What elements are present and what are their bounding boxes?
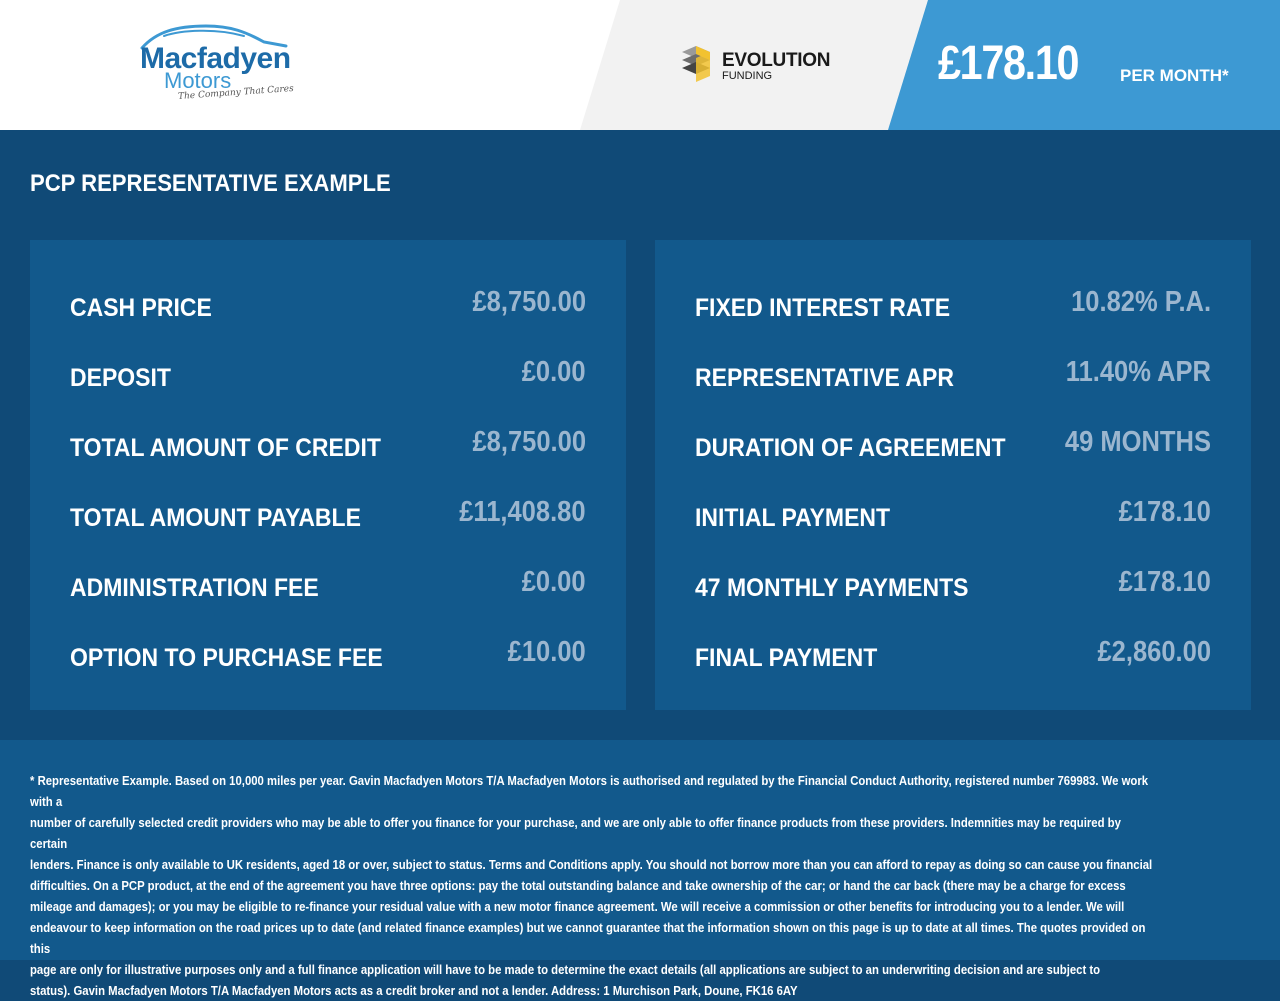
dealer-name: Macfadyen (140, 42, 291, 75)
row-label: TOTAL AMOUNT PAYABLE (70, 504, 361, 532)
finance-row-duration (695, 424, 1211, 464)
disclaimer-line: difficulties. On a PCP product, at the end of the agreement you have three options: pay the total outstanding balance and take ownership of the car; or hand the car back (there may be a charge for excess (30, 878, 1126, 893)
disclaimer-line: endeavour to keep information on the road prices up to date (and related finance examples) but we cannot guarantee that the information shown on this page is up to date at all times. The quotes provided on this (30, 920, 1146, 956)
dealer-sub: Motors (164, 68, 232, 93)
row-label: OPTION TO PURCHASE FEE (70, 644, 383, 672)
row-label: TOTAL AMOUNT OF CREDIT (70, 434, 381, 462)
finance-row-total-credit (70, 424, 586, 464)
disclaimer-line: lenders. Finance is only available to UK residents, aged 18 or over, subject to status. Terms and Conditions apply. You should not borrow more than you can afford to repay as doing so can cause you financial (30, 857, 1153, 872)
finance-row-admin-fee (70, 564, 586, 604)
section-title: PCP REPRESENTATIVE EXAMPLE (30, 170, 391, 197)
row-label: DURATION OF AGREEMENT (695, 434, 1006, 462)
finance-panel-left (30, 240, 626, 710)
finance-row-total-payable (70, 494, 586, 534)
row-value: £8,750.00 (472, 286, 586, 318)
monthly-price: £178.10 (938, 37, 1079, 90)
funder-logo[interactable] (680, 46, 850, 86)
disclaimer-line: page are only for illustrative purposes only and a full finance application will have to be made to determine the exact details (all applications are subject to an underwriting decision and are subject to (30, 962, 1101, 977)
dealer-tagline: The Company That Cares (177, 83, 295, 103)
finance-row-final-payment (695, 634, 1211, 674)
disclaimer-text (30, 770, 1157, 1001)
row-value: £0.00 (522, 356, 586, 388)
finance-row-initial-payment (695, 494, 1211, 534)
finance-row-purchase-fee (70, 634, 586, 674)
disclaimer-footer (0, 740, 1280, 998)
disclaimer-line: status). Gavin Macfadyen Motors T/A Macfadyen Motors acts as a credit broker and not a lender. Address: 1 Murchison Park, Doune, FK16 6AY (30, 983, 798, 998)
finance-panel-right (655, 240, 1251, 710)
row-label: 47 MONTHLY PAYMENTS (695, 574, 969, 602)
row-value: £178.10 (1118, 496, 1211, 528)
row-value: £8,750.00 (472, 426, 586, 458)
disclaimer-line: * Representative Example. Based on 10,000 miles per year. Gavin Macfadyen Motors T/A Macfadyen Motors is authorised and regulated by the Financial Conduct Authority, registered number 769983. We work with a (30, 773, 1149, 809)
row-label: FINAL PAYMENT (695, 644, 878, 672)
row-label: CASH PRICE (70, 294, 212, 322)
dealer-logo[interactable] (136, 22, 296, 110)
per-month-label: PER MONTH* (1120, 66, 1229, 85)
disclaimer-line: number of carefully selected credit providers who may be able to offer you finance for your purchase, and we are only able to offer finance products from these providers. Indemnities may be required by certain (30, 815, 1121, 851)
row-label: INITIAL PAYMENT (695, 504, 891, 532)
row-value: 11.40% APR (1065, 356, 1211, 388)
row-value: £178.10 (1118, 566, 1211, 598)
finance-row-cash-price (70, 284, 586, 324)
disclaimer-line: mileage and damages); or you may be eligible to re-finance your residual value with a new motor finance agreement. We will receive a commission or other benefits for introducing you to a lender. We will (30, 899, 1125, 914)
row-value: 10.82% P.A. (1071, 286, 1211, 318)
finance-row-monthly-payments (695, 564, 1211, 604)
row-value: £11,408.80 (459, 496, 586, 528)
finance-row-deposit (70, 354, 586, 394)
row-label: FIXED INTEREST RATE (695, 294, 951, 322)
header-bar (0, 0, 1280, 130)
row-label: DEPOSIT (70, 364, 171, 392)
funder-name: EVOLUTION (722, 50, 831, 71)
finance-row-interest-rate (695, 284, 1211, 324)
finance-row-apr (695, 354, 1211, 394)
row-value: £10.00 (507, 636, 586, 668)
funder-sub: FUNDING (722, 70, 773, 82)
row-label: REPRESENTATIVE APR (695, 364, 955, 392)
row-value: £0.00 (522, 566, 586, 598)
row-value: £2,860.00 (1097, 636, 1211, 668)
row-value: 49 MONTHS (1064, 426, 1211, 458)
evolution-stack-icon (680, 46, 716, 82)
row-label: ADMINISTRATION FEE (70, 574, 319, 602)
